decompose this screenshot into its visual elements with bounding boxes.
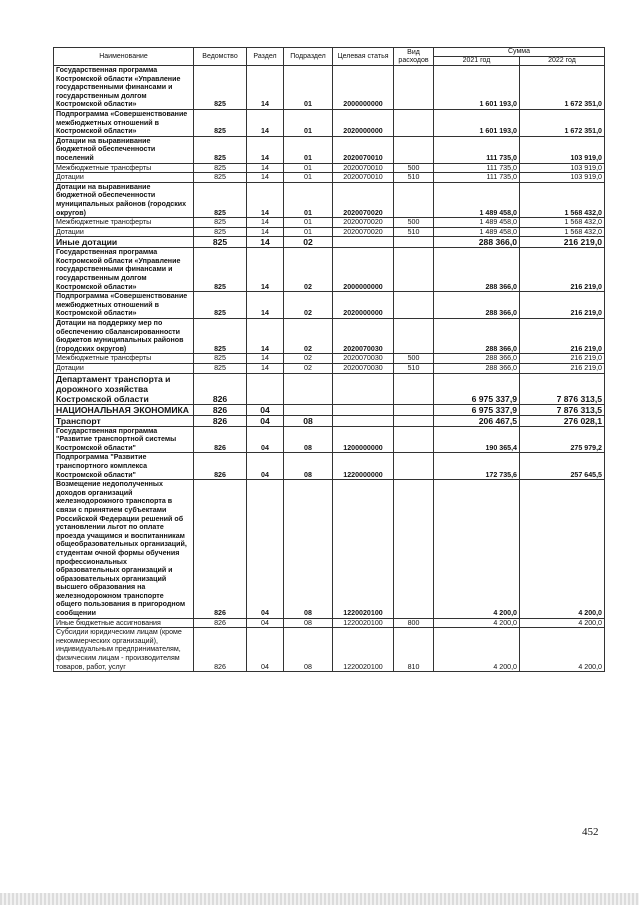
row-amount-2021-cell: 1 489 458,0: [434, 227, 520, 237]
row-vedomstvo-cell: 825: [194, 354, 247, 364]
row-razdel-cell: 14: [247, 227, 284, 237]
row-target-article-cell: 2020070010: [333, 163, 394, 173]
row-podrazdel-cell: [284, 373, 333, 404]
header-vedomstvo: Ведомство: [194, 48, 247, 66]
row-podrazdel-cell: 01: [284, 182, 333, 217]
row-podrazdel-cell: 01: [284, 227, 333, 237]
table-row: [54, 453, 605, 480]
row-name-cell: Государственная программа "Развитие транспортной системы Костромской области": [54, 426, 194, 453]
row-amount-2021-cell: 111 735,0: [434, 163, 520, 173]
row-expense-type-cell: [394, 453, 434, 480]
row-amount-2022-cell: 216 219,0: [520, 292, 605, 319]
row-expense-type-cell: 500: [394, 218, 434, 228]
row-amount-2021-cell: 4 200,0: [434, 480, 520, 619]
row-name-cell: Подпрограмма «Совершенствование межбюджетных отношений в Костромской области»: [54, 292, 194, 319]
row-amount-2022-cell: 103 919,0: [520, 136, 605, 163]
row-amount-2022-cell: 1 672 351,0: [520, 109, 605, 136]
row-target-article-cell: 2000000000: [333, 66, 394, 110]
row-amount-2022-cell: 1 568 432,0: [520, 227, 605, 237]
row-target-article-cell: 2020070030: [333, 354, 394, 364]
row-amount-2021-cell: 6 975 337,9: [434, 373, 520, 404]
row-amount-2021-cell: 288 366,0: [434, 364, 520, 374]
row-vedomstvo-cell: 826: [194, 373, 247, 404]
row-amount-2021-cell: 1 489 458,0: [434, 182, 520, 217]
row-podrazdel-cell: 01: [284, 218, 333, 228]
row-name-cell: Департамент транспорта и дорожного хозяйства Костромской области: [54, 373, 194, 404]
row-amount-2022-cell: 1 568 432,0: [520, 182, 605, 217]
row-razdel-cell: 14: [247, 354, 284, 364]
row-amount-2021-cell: 206 467,5: [434, 415, 520, 426]
row-name-cell: Субсидии юридическим лицам (кроме некоммерческих организаций), индивидуальным предпринимателям, физическим лицам - производителям товаров, работ, услуг: [54, 628, 194, 672]
row-name-cell: Дотации на поддержку мер по обеспечению сбалансированности бюджетов муниципальных районов (городских округов): [54, 319, 194, 354]
row-target-article-cell: [333, 373, 394, 404]
row-vedomstvo-cell: 825: [194, 136, 247, 163]
row-name-cell: Дотации: [54, 173, 194, 183]
row-amount-2022-cell: 4 200,0: [520, 618, 605, 628]
row-amount-2022-cell: 4 200,0: [520, 480, 605, 619]
row-amount-2022-cell: 1 568 432,0: [520, 218, 605, 228]
table-row: [54, 354, 605, 364]
row-razdel-cell: 14: [247, 292, 284, 319]
row-expense-type-cell: [394, 292, 434, 319]
row-amount-2021-cell: 4 200,0: [434, 618, 520, 628]
row-razdel-cell: 04: [247, 453, 284, 480]
row-amount-2022-cell: 7 876 313,5: [520, 373, 605, 404]
row-vedomstvo-cell: 826: [194, 618, 247, 628]
table-header: [54, 48, 605, 66]
header-year-2021: 2021 год: [434, 57, 520, 66]
row-podrazdel-cell: 01: [284, 163, 333, 173]
row-name-cell: Дотации на выравнивание бюджетной обеспеченности поселений: [54, 136, 194, 163]
table-row: [54, 136, 605, 163]
row-amount-2021-cell: 1 601 193,0: [434, 66, 520, 110]
row-name-cell: Дотации: [54, 227, 194, 237]
table-row: [54, 248, 605, 292]
row-podrazdel-cell: 01: [284, 109, 333, 136]
header-year-2022: 2022 год: [520, 57, 605, 66]
row-expense-type-cell: [394, 415, 434, 426]
row-name-cell: Иные бюджетные ассигнования: [54, 618, 194, 628]
row-name-cell: Государственная программа Костромской области «Управление государственными финансами и государственным долгом Костромской области»: [54, 248, 194, 292]
row-razdel-cell: [247, 373, 284, 404]
row-razdel-cell: 14: [247, 248, 284, 292]
budget-table: [53, 47, 605, 672]
row-razdel-cell: 04: [247, 426, 284, 453]
row-expense-type-cell: 800: [394, 618, 434, 628]
header-target-article: Целевая статья: [333, 48, 394, 66]
row-target-article-cell: 2020070030: [333, 364, 394, 374]
row-amount-2021-cell: 190 365,4: [434, 426, 520, 453]
table-row: [54, 480, 605, 619]
row-target-article-cell: 2020000000: [333, 292, 394, 319]
row-razdel-cell: 14: [247, 136, 284, 163]
row-target-article-cell: 1220020100: [333, 628, 394, 672]
row-target-article-cell: 1220020100: [333, 618, 394, 628]
row-amount-2022-cell: 216 219,0: [520, 364, 605, 374]
row-vedomstvo-cell: 825: [194, 163, 247, 173]
row-target-article-cell: 1220020100: [333, 480, 394, 619]
row-expense-type-cell: [394, 426, 434, 453]
row-podrazdel-cell: 08: [284, 618, 333, 628]
row-target-article-cell: 2020070010: [333, 173, 394, 183]
row-target-article-cell: 2020070010: [333, 136, 394, 163]
table-row: [54, 66, 605, 110]
row-vedomstvo-cell: 825: [194, 319, 247, 354]
row-vedomstvo-cell: 826: [194, 426, 247, 453]
row-podrazdel-cell: 02: [284, 319, 333, 354]
row-vedomstvo-cell: 826: [194, 404, 247, 415]
row-razdel-cell: 14: [247, 218, 284, 228]
row-expense-type-cell: [394, 136, 434, 163]
row-vedomstvo-cell: 826: [194, 415, 247, 426]
row-podrazdel-cell: 08: [284, 415, 333, 426]
row-podrazdel-cell: 08: [284, 628, 333, 672]
row-amount-2022-cell: 1 672 351,0: [520, 66, 605, 110]
row-expense-type-cell: 510: [394, 227, 434, 237]
row-amount-2021-cell: 111 735,0: [434, 136, 520, 163]
row-target-article-cell: [333, 404, 394, 415]
row-expense-type-cell: 510: [394, 364, 434, 374]
row-target-article-cell: 2020070020: [333, 218, 394, 228]
table-row: [54, 182, 605, 217]
row-podrazdel-cell: 02: [284, 364, 333, 374]
row-amount-2021-cell: 288 366,0: [434, 248, 520, 292]
row-expense-type-cell: 500: [394, 163, 434, 173]
table-row: [54, 218, 605, 228]
row-vedomstvo-cell: 825: [194, 109, 247, 136]
row-target-article-cell: [333, 237, 394, 248]
row-target-article-cell: 1220000000: [333, 453, 394, 480]
row-podrazdel-cell: [284, 404, 333, 415]
row-expense-type-cell: [394, 480, 434, 619]
row-razdel-cell: 14: [247, 237, 284, 248]
row-name-cell: Дотации на выравнивание бюджетной обеспеченности муниципальных районов (городских округов): [54, 182, 194, 217]
row-podrazdel-cell: 08: [284, 426, 333, 453]
row-podrazdel-cell: 02: [284, 354, 333, 364]
row-amount-2022-cell: 103 919,0: [520, 173, 605, 183]
row-amount-2022-cell: 276 028,1: [520, 415, 605, 426]
row-vedomstvo-cell: 825: [194, 66, 247, 110]
table-row: [54, 426, 605, 453]
row-amount-2021-cell: 288 366,0: [434, 354, 520, 364]
row-target-article-cell: 2020070030: [333, 319, 394, 354]
row-podrazdel-cell: 02: [284, 292, 333, 319]
row-name-cell: Транспорт: [54, 415, 194, 426]
table-row: [54, 163, 605, 173]
table-row: [54, 109, 605, 136]
row-amount-2022-cell: 216 219,0: [520, 248, 605, 292]
row-name-cell: Иные дотации: [54, 237, 194, 248]
row-amount-2021-cell: 111 735,0: [434, 173, 520, 183]
row-target-article-cell: 2020070020: [333, 182, 394, 217]
row-name-cell: Дотации: [54, 364, 194, 374]
row-razdel-cell: 14: [247, 173, 284, 183]
row-razdel-cell: 04: [247, 628, 284, 672]
row-razdel-cell: 04: [247, 480, 284, 619]
row-amount-2021-cell: 172 735,6: [434, 453, 520, 480]
row-razdel-cell: 04: [247, 618, 284, 628]
row-razdel-cell: 14: [247, 163, 284, 173]
table-row: [54, 404, 605, 415]
header-razdel: Раздел: [247, 48, 284, 66]
row-podrazdel-cell: 02: [284, 237, 333, 248]
table-row: [54, 415, 605, 426]
row-vedomstvo-cell: 825: [194, 173, 247, 183]
row-razdel-cell: 14: [247, 66, 284, 110]
row-name-cell: НАЦИОНАЛЬНАЯ ЭКОНОМИКА: [54, 404, 194, 415]
header-expense-type: Вид расходов: [394, 48, 434, 66]
row-amount-2021-cell: 1 601 193,0: [434, 109, 520, 136]
row-razdel-cell: 14: [247, 182, 284, 217]
table-row: [54, 618, 605, 628]
row-target-article-cell: [333, 415, 394, 426]
row-expense-type-cell: [394, 182, 434, 217]
row-expense-type-cell: [394, 237, 434, 248]
row-target-article-cell: 2020000000: [333, 109, 394, 136]
row-name-cell: Межбюджетные трансферты: [54, 218, 194, 228]
row-razdel-cell: 14: [247, 109, 284, 136]
row-razdel-cell: 14: [247, 364, 284, 374]
row-amount-2021-cell: 6 975 337,9: [434, 404, 520, 415]
row-name-cell: Подпрограмма "Развитие транспортного комплекса Костромской области": [54, 453, 194, 480]
row-expense-type-cell: [394, 373, 434, 404]
row-podrazdel-cell: 02: [284, 248, 333, 292]
table-row: [54, 227, 605, 237]
row-vedomstvo-cell: 825: [194, 182, 247, 217]
row-vedomstvo-cell: 825: [194, 364, 247, 374]
row-vedomstvo-cell: 825: [194, 218, 247, 228]
row-vedomstvo-cell: 825: [194, 248, 247, 292]
row-amount-2021-cell: 288 366,0: [434, 292, 520, 319]
table-row: [54, 292, 605, 319]
row-amount-2022-cell: 257 645,5: [520, 453, 605, 480]
row-vedomstvo-cell: 825: [194, 227, 247, 237]
row-amount-2022-cell: 103 919,0: [520, 163, 605, 173]
row-vedomstvo-cell: 825: [194, 292, 247, 319]
row-amount-2021-cell: 4 200,0: [434, 628, 520, 672]
row-target-article-cell: 1200000000: [333, 426, 394, 453]
row-amount-2021-cell: 1 489 458,0: [434, 218, 520, 228]
header-name: Наименование: [54, 48, 194, 66]
row-expense-type-cell: 510: [394, 173, 434, 183]
table-body: [54, 66, 605, 672]
row-target-article-cell: 2000000000: [333, 248, 394, 292]
row-amount-2021-cell: 288 366,0: [434, 319, 520, 354]
row-expense-type-cell: [394, 404, 434, 415]
row-expense-type-cell: 810: [394, 628, 434, 672]
row-expense-type-cell: [394, 248, 434, 292]
row-vedomstvo-cell: 826: [194, 628, 247, 672]
row-amount-2021-cell: 288 366,0: [434, 237, 520, 248]
table-row: [54, 373, 605, 404]
row-amount-2022-cell: 216 219,0: [520, 237, 605, 248]
row-target-article-cell: 2020070020: [333, 227, 394, 237]
row-razdel-cell: 14: [247, 319, 284, 354]
row-name-cell: Государственная программа Костромской области «Управление государственными финансами и государственным долгом Костромской области»: [54, 66, 194, 110]
row-podrazdel-cell: 01: [284, 66, 333, 110]
row-razdel-cell: 04: [247, 404, 284, 415]
row-expense-type-cell: [394, 109, 434, 136]
table-row: [54, 364, 605, 374]
row-amount-2022-cell: 216 219,0: [520, 354, 605, 364]
row-name-cell: Межбюджетные трансферты: [54, 163, 194, 173]
table-row: [54, 173, 605, 183]
row-expense-type-cell: [394, 66, 434, 110]
table-row: [54, 319, 605, 354]
row-razdel-cell: 04: [247, 415, 284, 426]
row-podrazdel-cell: 01: [284, 136, 333, 163]
header-podrazdel: Подраздел: [284, 48, 333, 66]
row-vedomstvo-cell: 825: [194, 237, 247, 248]
table-row: [54, 237, 605, 248]
row-vedomstvo-cell: 826: [194, 480, 247, 619]
row-amount-2022-cell: 7 876 313,5: [520, 404, 605, 415]
row-podrazdel-cell: 08: [284, 453, 333, 480]
row-amount-2022-cell: 275 979,2: [520, 426, 605, 453]
table-row: [54, 628, 605, 672]
row-amount-2022-cell: 4 200,0: [520, 628, 605, 672]
row-name-cell: Межбюджетные трансферты: [54, 354, 194, 364]
header-sum: Сумма: [434, 48, 605, 57]
row-vedomstvo-cell: 826: [194, 453, 247, 480]
row-podrazdel-cell: 08: [284, 480, 333, 619]
row-amount-2022-cell: 216 219,0: [520, 319, 605, 354]
row-name-cell: Возмещение недополученных доходов организаций железнодорожного транспорта в связи с принятием субъектами Российской Федерации решений об установлении льгот по оплате проезда учащимся и воспитанникам общеобразовательных организаций, студентам очной формы обучения профессиональных образовательных организаций и образовательных организаций высшего образования на железнодорожном транспорте общего пользования в пригородном сообщении: [54, 480, 194, 619]
page-number: 452: [582, 826, 599, 838]
row-expense-type-cell: [394, 319, 434, 354]
scan-edge-strip: [0, 893, 639, 905]
row-expense-type-cell: 500: [394, 354, 434, 364]
row-name-cell: Подпрограмма «Совершенствование межбюджетных отношений в Костромской области»: [54, 109, 194, 136]
row-podrazdel-cell: 01: [284, 173, 333, 183]
